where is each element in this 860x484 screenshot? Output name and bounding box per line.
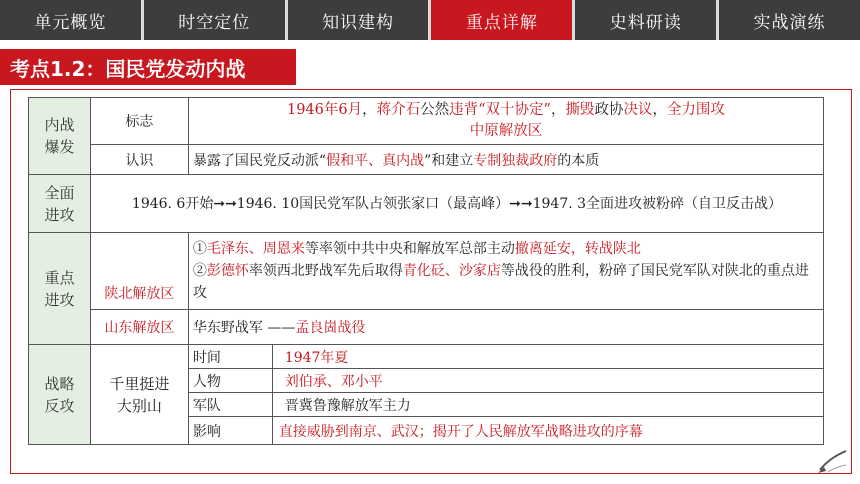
sign-date: 1946年6月	[286, 102, 363, 118]
tab-practice[interactable]: 实战演练	[753, 12, 826, 33]
shaanbei-peng: 彭德怀	[206, 263, 249, 279]
tab-time-space[interactable]: 时空定位	[144, 0, 288, 40]
header-full-attack	[29, 175, 91, 233]
label-sign: 标志	[90, 98, 188, 145]
cell-shandong	[188, 310, 823, 345]
header-counter-text: 战略反攻	[44, 374, 75, 415]
sign-violation: 违背“双十协定”	[449, 102, 551, 118]
header-counter	[29, 345, 91, 445]
page-title: 考点1.2：国民党发动内战	[0, 49, 296, 85]
cognition-fake-peace: 假和平、真内战	[326, 152, 425, 169]
shaanbei-text: ①	[192, 241, 207, 257]
sign-person: 蒋介石	[376, 102, 421, 118]
tab-source-reading[interactable]: 史料研读	[575, 0, 719, 40]
shandong-battle: 孟良崮战役	[295, 320, 366, 336]
tab-knowledge-construction[interactable]: 知识建构	[288, 0, 432, 40]
brush-icon	[816, 448, 850, 476]
cognition-text: 暴露了国民党反动派“	[192, 152, 327, 169]
label-army: 军队	[188, 393, 272, 417]
cell-shaanbei	[188, 233, 823, 310]
summary-table	[28, 97, 824, 445]
value-people: 刘伯承、邓小平	[272, 369, 823, 393]
header-key-attack-text: 重点进攻	[44, 268, 75, 309]
header-key-attack	[29, 233, 91, 345]
sign-text: 政协	[594, 102, 624, 118]
label-time: 时间	[188, 345, 272, 369]
value-army: 晋冀鲁豫解放军主力	[272, 393, 823, 417]
label-shaanbei: 陕北解放区	[90, 233, 188, 310]
shaanbei-battles: 青化砭、沙家店	[402, 263, 501, 279]
cognition-text: 的本质	[557, 152, 600, 169]
cell-full-attack: 1946. 6开始➞➞1946. 10国民党军队占领张家口（最高峰）➞➞1947. 3全面进攻被粉碎（自卫反击战）	[90, 175, 823, 233]
tab-key-points[interactable]: 重点详解	[431, 0, 575, 40]
label-people: 人物	[188, 369, 272, 393]
tab-unit-overview[interactable]: 单元概览	[0, 0, 144, 40]
sign-resolution: 决议	[623, 102, 653, 118]
header-civil-war	[29, 98, 91, 175]
sign-central-plains: 中原解放区	[469, 123, 543, 139]
top-nav	[0, 0, 860, 40]
value-time: 1947年夏	[272, 345, 823, 369]
sign-text: 公然	[420, 102, 450, 118]
shandong-text: 华东野战军 ——	[192, 320, 296, 336]
dabie-event-text: 千里挺进大别山	[109, 374, 170, 415]
label-shandong: 山东解放区	[90, 310, 188, 345]
cognition-text: ”和建立	[424, 152, 474, 169]
shaanbei-text: 等率领中共中央和解放军总部主动	[304, 241, 515, 257]
header-civil-war-text: 内战爆发	[44, 116, 75, 156]
label-impact: 影响	[188, 417, 272, 445]
sign-text: ，	[550, 102, 566, 118]
shaanbei-text: 等战役的胜利，粉碎了国民党军队对陕北的重点进攻	[192, 263, 809, 301]
cell-sign	[188, 98, 823, 145]
sign-siege: 全力围攻	[666, 102, 725, 118]
sign-text: ，	[652, 102, 667, 118]
shaanbei-withdraw: 撤离延安，转战陕北	[514, 241, 641, 257]
cognition-dictatorship: 专制独裁政府	[473, 152, 558, 169]
value-impact: 直接威胁到南京、武汉；揭开了人民解放军战略进攻的序幕	[272, 417, 823, 445]
sign-tear: 撕毁	[565, 102, 595, 118]
shaanbei-text: ②	[192, 263, 207, 279]
sign-text: ，	[362, 102, 377, 118]
cell-dabie-event	[90, 345, 188, 445]
label-cognition: 认识	[90, 145, 188, 175]
shaanbei-text: 率领西北野战军先后取得	[248, 263, 403, 279]
header-full-attack-text: 全面进攻	[44, 183, 75, 224]
shaanbei-leaders: 毛泽东、周恩来	[206, 241, 305, 257]
cell-cognition	[188, 145, 823, 175]
